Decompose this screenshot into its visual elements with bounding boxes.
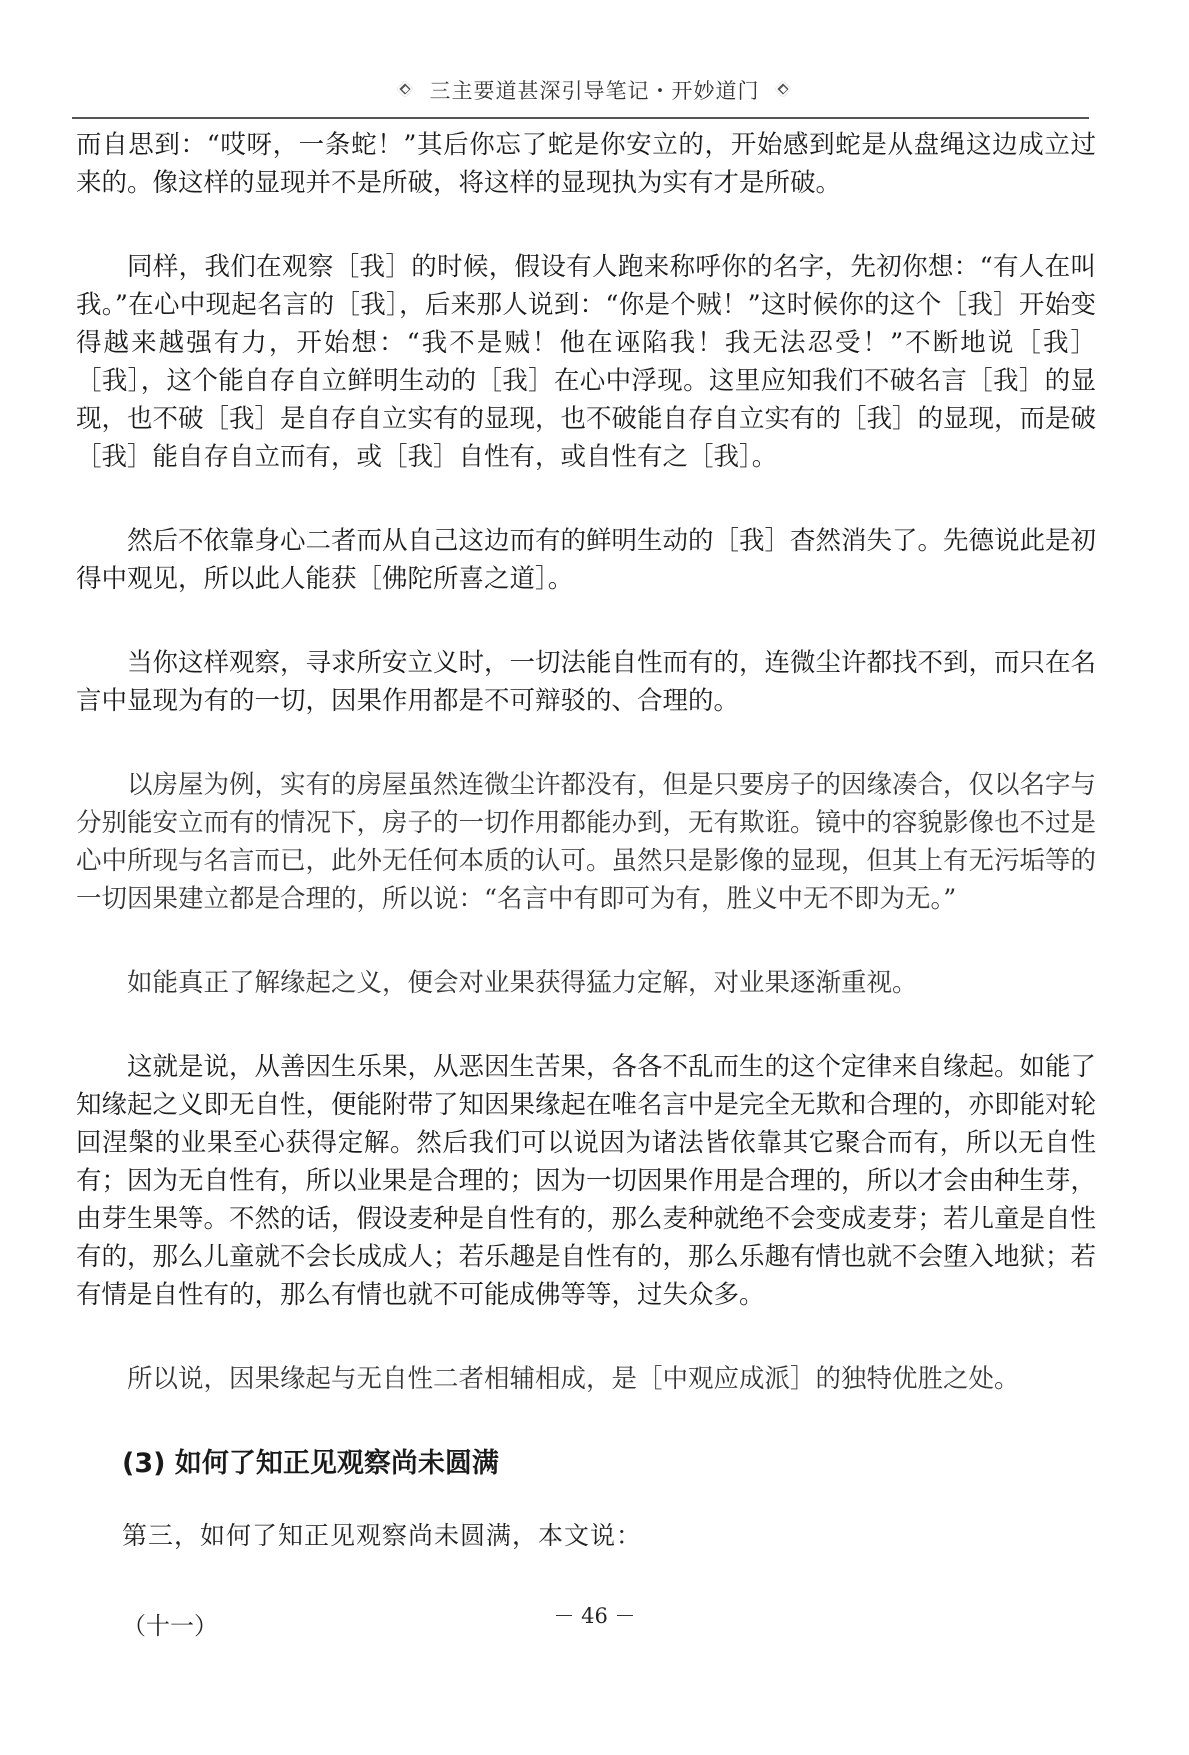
page-number: － 46 － bbox=[553, 1604, 636, 1628]
paragraph-7: 这就是说，从善因生乐果，从恶因生苦果，各各不乱而生的这个定律来自缘起。如能了知缘起之义即无自性，便能附带了知因果缘起在唯名言中是完全无欺和合理的，亦即能对轮回涅槃的业果至心获得定解。然后我们可以说因为诸法皆依靠其它聚合而有，所以无自性有；因为无自性有，所以业果是合理的；因为一切因果作用是合理的，所以才会由种生芽，由芽生果等。不然的话，假设麦种是自性有的，那么麦种就绝不会变成麦芽；若儿童是自性有的，那么儿童就不会长成成人；若乐趣是自性有的，那么乐趣有情也就不会堕入地狱；若有情是自性有的，那么有情也就不可能成佛等等，过失众多。 bbox=[76, 1052, 1097, 1310]
ornament-right-icon bbox=[774, 80, 794, 100]
running-header bbox=[0, 70, 1189, 110]
running-header-title: 三主要道甚深引导笔记・开妙道门 bbox=[429, 79, 760, 103]
header-divider bbox=[72, 117, 1089, 119]
verse-number: （十一） bbox=[122, 1612, 218, 1640]
paragraph-4: 当你这样观察，寻求所安立义时，一切法能自性而有的，连微尘许都找不到，而只在名言中显现为有的一切，因果作用都是不可辩驳的、合理的。 bbox=[76, 648, 1097, 716]
paragraph-1: 而自思到：“哎呀，一条蛇！”其后你忘了蛇是你安立的，开始感到蛇是从盘绳这边成立过来的。像这样的显现并不是所破，将这样的显现执为实有才是所破。 bbox=[76, 130, 1096, 198]
paragraph-8: 所以说，因果缘起与无自性二者相辅相成，是［中观应成派］的独特优胜之处。 bbox=[127, 1364, 1020, 1394]
ornament-left-icon bbox=[396, 80, 416, 100]
paragraph-2: 同样，我们在观察［我］的时候，假设有人跑来称呼你的名字，先初你想：“有人在叫我。”在心中现起名言的［我］，后来那人说到：“你是个贼！”这时候你的这个［我］开始变得越来越强有力，开始想：“我不是贼！他在诬陷我！我无法忍受！”不断地说［我］［我］，这个能自存自立鲜明生动的［我］在心中浮现。这里应知我们不破名言［我］的显现，也不破［我］是自存自立实有的显现，也不破能自存自立实有的［我］的显现，而是破［我］能自存自立而有，或［我］自性有，或自性有之［我］。 bbox=[76, 252, 1097, 472]
section-heading: (3) 如何了知正见观察尚未圆满 bbox=[122, 1448, 499, 1479]
paragraph-3: 然后不依靠身心二者而从自己这边而有的鲜明生动的［我］杳然消失了。先德说此是初得中观见，所以此人能获［佛陀所喜之道］。 bbox=[76, 526, 1097, 594]
paragraph-5: 以房屋为例，实有的房屋虽然连微尘许都没有，但是只要房子的因缘凑合，仅以名字与分别能安立而有的情况下，房子的一切作用都能办到，无有欺诳。镜中的容貌影像也不过是心中所现与名言而已，此外无任何本质的认可。虽然只是影像的显现，但其上有无污垢等的一切因果建立都是合理的，所以说：“名言中有即可为有，胜义中无不即为无。” bbox=[76, 770, 1097, 914]
paragraph-6: 如能真正了解缘起之义，便会对业果获得猛力定解，对业果逐渐重视。 bbox=[127, 968, 918, 998]
section-intro: 第三，如何了知正见观察尚未圆满，本文说： bbox=[122, 1523, 643, 1550]
body-text bbox=[76, 126, 1096, 1644]
